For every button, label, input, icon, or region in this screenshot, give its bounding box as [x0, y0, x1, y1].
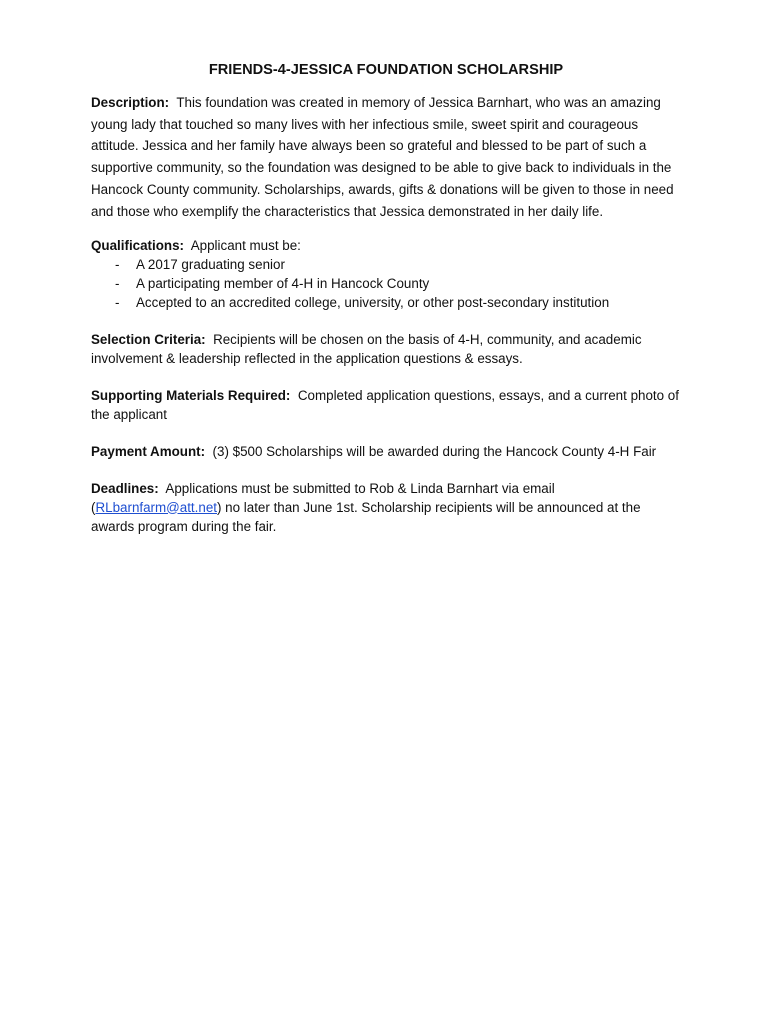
selection-criteria-text: Recipients will be chosen on the basis of 4-H, community, and academic involvement & leadership reflected in the application questions & essays. — [91, 331, 642, 366]
deadlines-label: Deadlines: — [91, 480, 159, 496]
supporting-materials-section — [91, 386, 681, 424]
supporting-materials-text: Completed application questions, essays, and a current photo of the applicant — [91, 387, 679, 422]
document-body — [91, 60, 681, 549]
qualifications-label: Qualifications: — [91, 237, 185, 253]
list-item — [91, 274, 681, 293]
deadlines-text-after: ) no later than June 1st. Scholarship recipients will be announced at the awards program during the fair. — [91, 499, 641, 534]
dash-bullet: - — [115, 256, 120, 272]
qualification-text: A participating member of 4-H in Hancock County — [136, 275, 430, 291]
qualifications-list — [91, 255, 681, 312]
description-section — [91, 92, 681, 223]
email-link[interactable]: RLbarnfarm@att.net — [95, 499, 217, 515]
dash-bullet: - — [115, 294, 120, 310]
payment-amount-text: (3) $500 Scholarships will be awarded during the Hancock County 4-H Fair — [212, 443, 657, 459]
qualification-text: A 2017 graduating senior — [136, 256, 285, 272]
qualifications-section — [91, 236, 681, 312]
qualifications-intro: Applicant must be: — [190, 237, 301, 253]
selection-criteria-label: Selection Criteria: — [91, 331, 206, 347]
payment-amount-section — [91, 442, 681, 461]
list-item — [91, 255, 681, 274]
qualifications-header — [91, 236, 681, 255]
dash-bullet: - — [115, 275, 120, 291]
payment-amount-label: Payment Amount: — [91, 443, 206, 459]
selection-criteria-section — [91, 330, 681, 368]
description-text: This foundation was created in memory of Jessica Barnhart, who was an amazing young lady that touched so many lives with her infectious smile, sweet spirit and courageous attitude. Jessica and her family have always been so grateful and blessed to be part of such a supportive community, so the foundation was designed to be able to give back to individuals in the Hancock County community. Scholarships, awards, gifts & donations will be given to those in need and those who exemplify the characteristics that Jessica demonstrated in her daily life. — [91, 94, 674, 219]
qualification-text: Accepted to an accredited college, university, or other post-secondary institution — [136, 294, 610, 310]
supporting-materials-label: Supporting Materials Required: — [91, 387, 291, 403]
description-label: Description: — [91, 94, 170, 110]
document-title: FRIENDS-4-JESSICA FOUNDATION SCHOLARSHIP — [208, 62, 564, 78]
list-item — [91, 293, 681, 312]
deadlines-text-before: Applications must be submitted to Rob & Linda Barnhart via email ( — [91, 480, 555, 515]
deadlines-section — [91, 479, 681, 536]
